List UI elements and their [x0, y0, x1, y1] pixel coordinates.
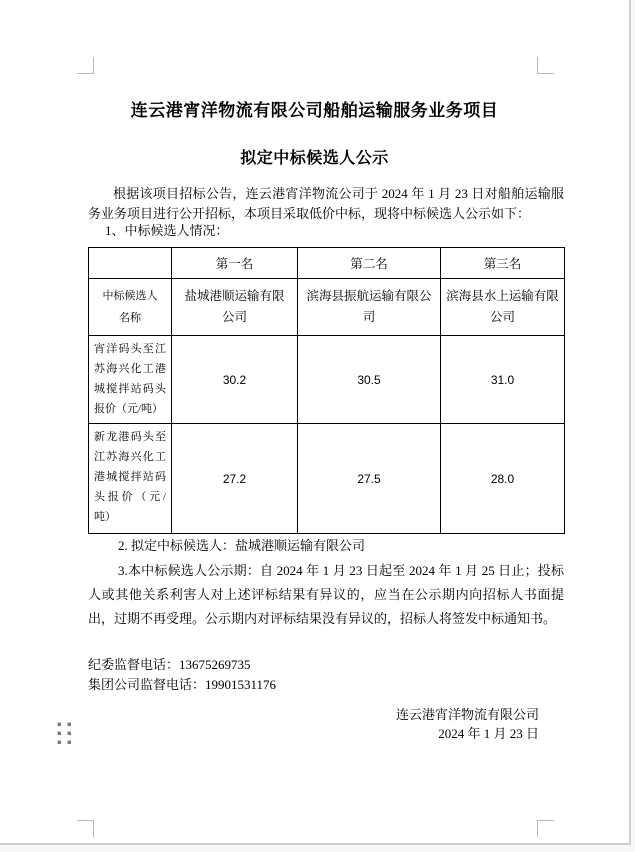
price-xiaoyang-candidate-2: 30.5: [298, 336, 441, 424]
group-supervision-phone: 集团公司监督电话：19901531176: [88, 677, 277, 692]
candidate-1-name: 盐城港顺运输有限公司: [172, 279, 298, 336]
section3-publicity-period: 3.本中标候选人公示期：自 2024 年 1 月 23 日起至 2024 年 1 月 25 日止；投标人或其他关系利害人对上述评标结果有异议的，应当在公示期内向招标人书面提出，过期不再受理。公示期内对评标结果没有异议的，招标人将签发中标通知书。: [88, 563, 564, 626]
table-header-row: [89, 248, 565, 279]
signature-block: [290, 705, 563, 743]
row-label-price-xinlonggang: 新龙港码头至江苏海兴化工港城搅拌站码头报价（元/吨）: [89, 424, 172, 534]
discipline-supervision-phone: 纪委监督电话：13675269735: [88, 657, 251, 672]
crop-mark-bottom-right-icon: [537, 820, 554, 837]
candidate-2-name: 滨海县振航运输有限公司: [298, 279, 441, 336]
signature-company: 连云港宵洋物流有限公司: [395, 707, 539, 722]
table-row-price-xiaoyang: [89, 336, 565, 424]
table-header-rank-2: 第二名: [298, 248, 441, 279]
drag-handle-dots-icon[interactable]: [57, 722, 71, 744]
table-row-candidate-names: [89, 279, 565, 336]
intro-paragraph: 根据该项目招标公告，连云港宵洋物流公司于 2024 年 1 月 23 日对船舶运输服务业务项目进行公开招标，本项目采取低价中标，现将中标候选人公示如下：: [88, 186, 564, 221]
price-xinlonggang-candidate-1: 27.2: [172, 424, 298, 534]
document-subtitle: 拟定中标候选人公示: [240, 150, 389, 167]
crop-mark-top-left-icon: [77, 57, 94, 74]
price-xinlonggang-candidate-2: 27.5: [298, 424, 441, 534]
section1-heading: 1、中标候选人情况：: [105, 223, 229, 238]
row-label-candidate-name: 中标候选人名称: [89, 279, 172, 336]
table-header-rank-1: 第一名: [172, 248, 298, 279]
price-xiaoyang-candidate-3: 31.0: [441, 336, 565, 424]
table-corner-cell: [89, 248, 172, 279]
crop-mark-bottom-left-icon: [77, 820, 94, 837]
document-title: 连云港宵洋物流有限公司船舶运输服务业务项目: [130, 101, 499, 120]
table-row-price-xinlonggang: [89, 424, 565, 534]
signature-date: 2024 年 1 月 23 日: [438, 726, 539, 741]
price-xiaoyang-candidate-1: 30.2: [172, 336, 298, 424]
crop-mark-top-right-icon: [537, 57, 554, 74]
section2-proposed-winner: 2. 拟定中标候选人：盐城港顺运输有限公司: [118, 538, 366, 553]
row-label-price-xiaoyang: 宵洋码头至江苏海兴化工港城搅拌站码头报价（元/吨）: [89, 336, 172, 424]
supervision-phones: [88, 655, 276, 695]
bid-candidates-table: [88, 247, 565, 534]
price-xinlonggang-candidate-3: 28.0: [441, 424, 565, 534]
candidate-3-name: 滨海县水上运输有限公司: [441, 279, 565, 336]
table-header-rank-3: 第三名: [441, 248, 565, 279]
